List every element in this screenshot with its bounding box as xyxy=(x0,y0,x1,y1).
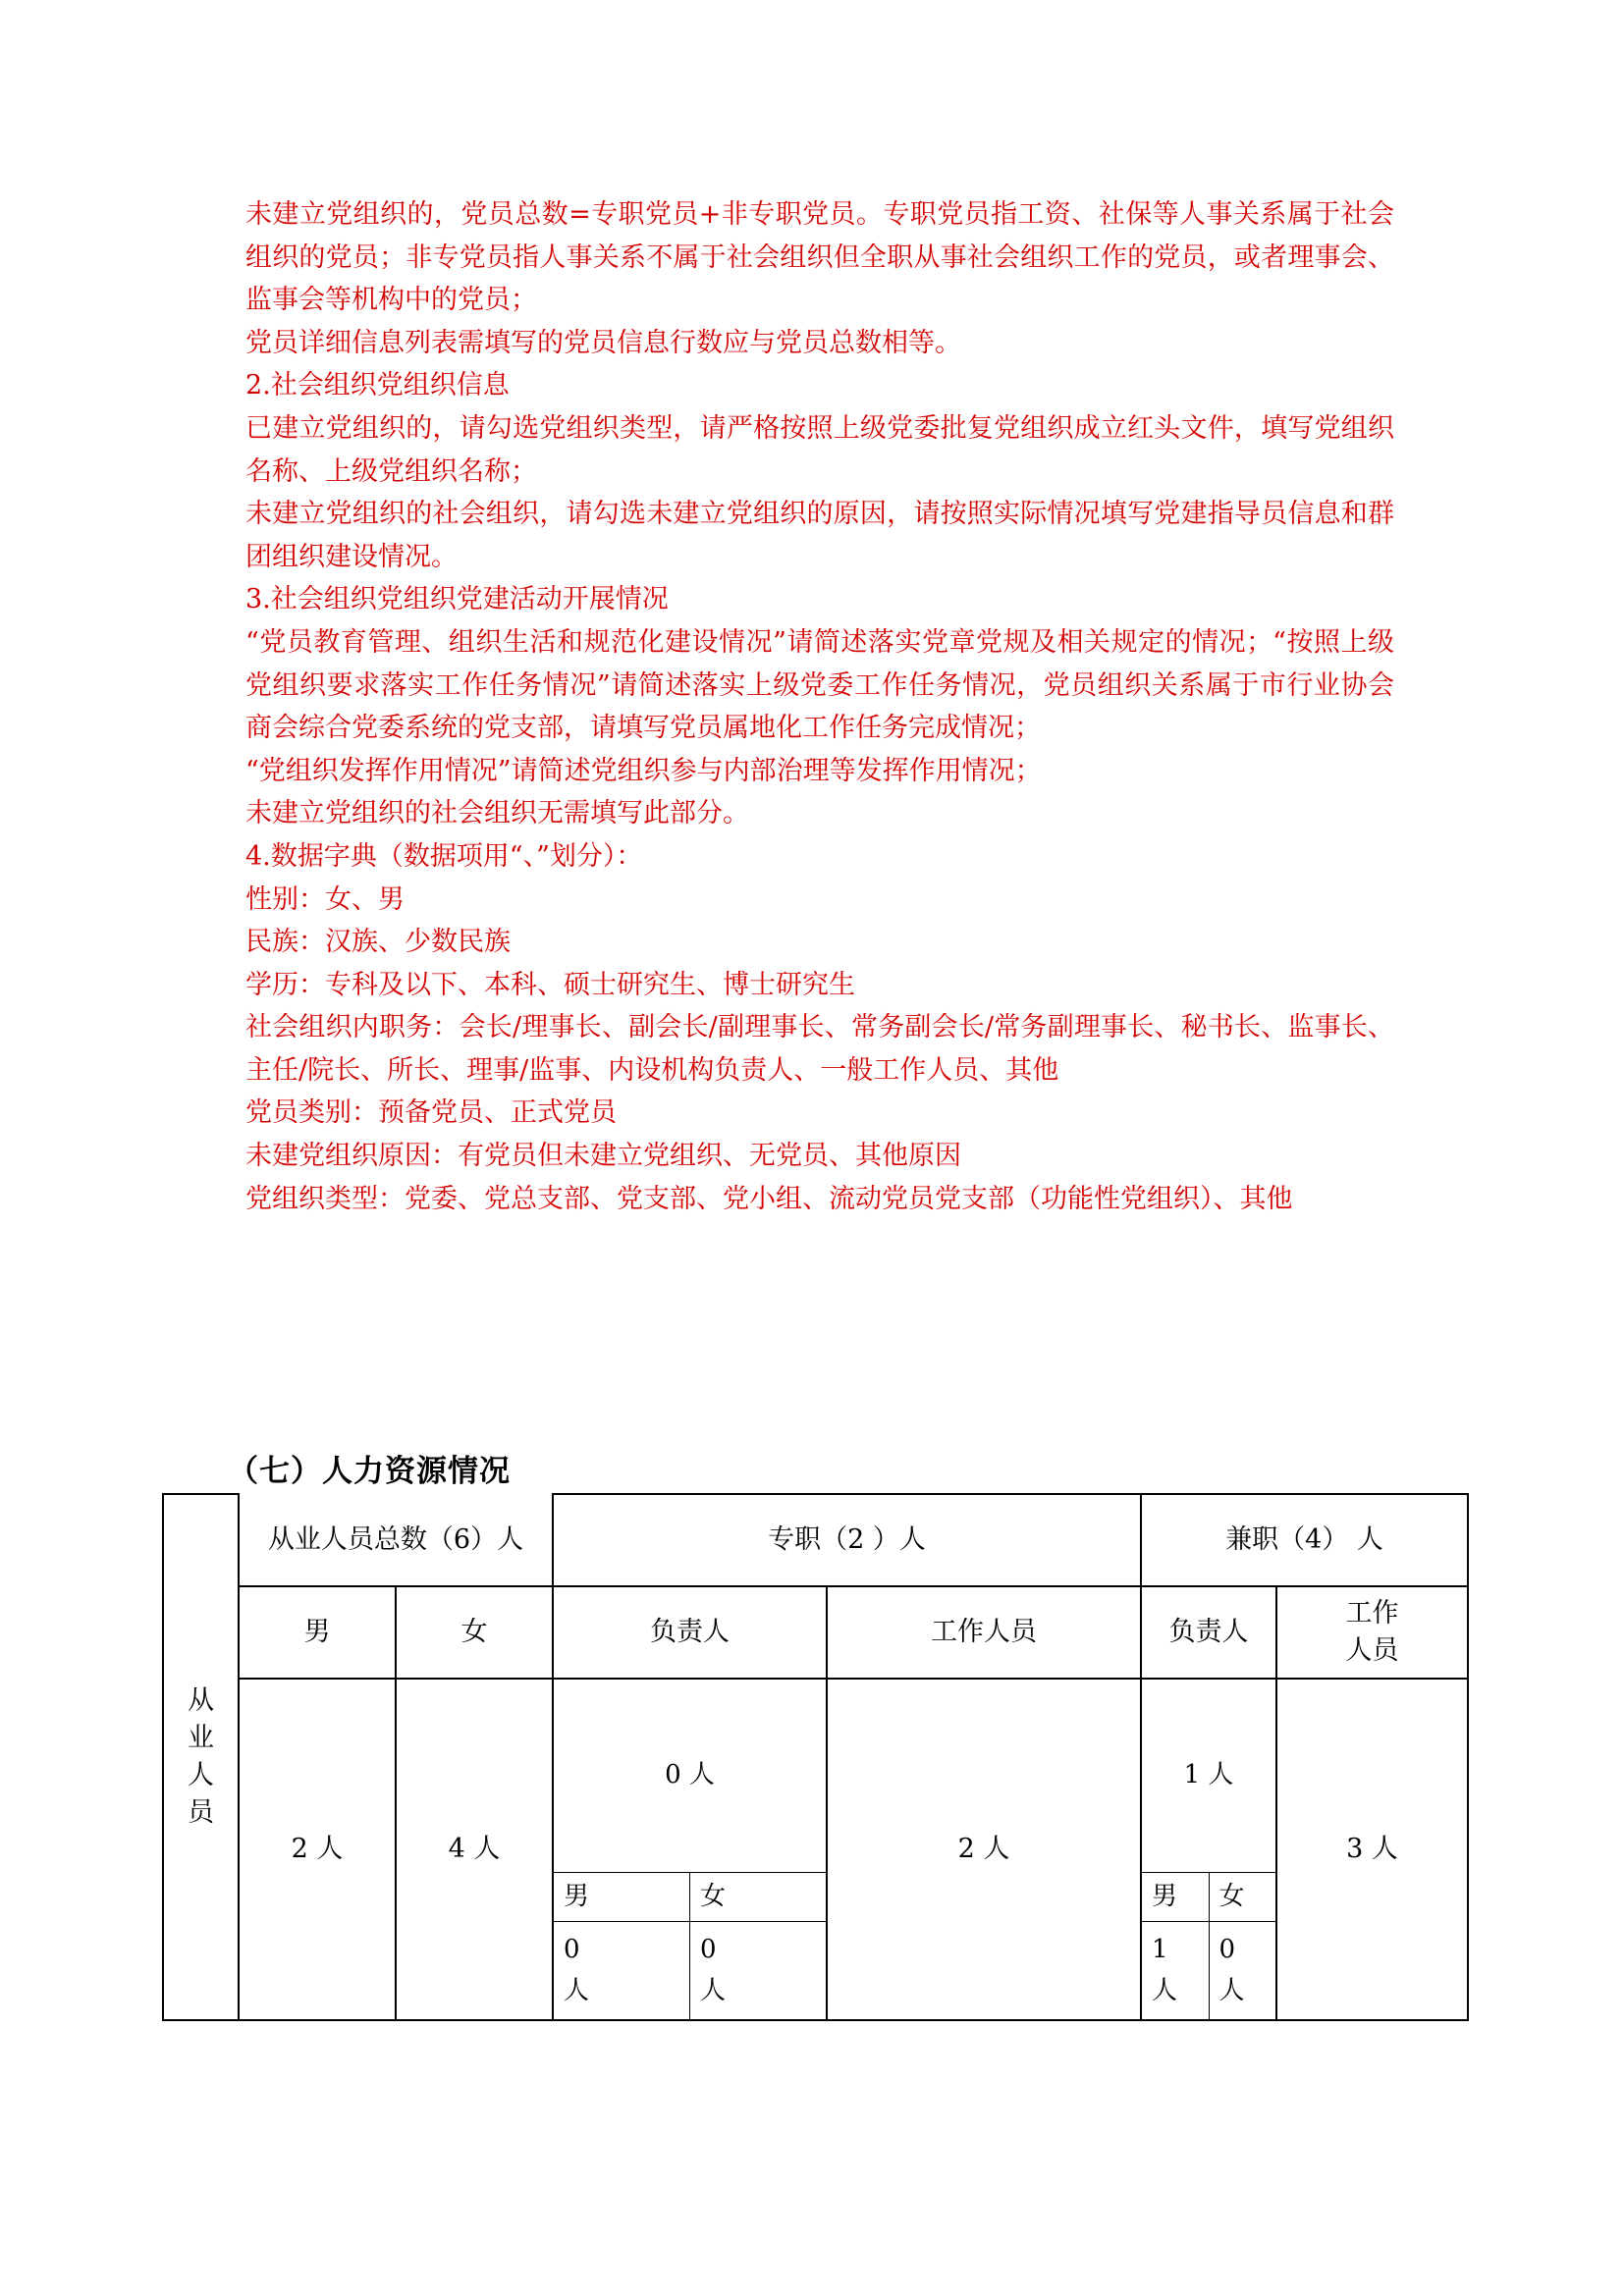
ft-leader-female-value: 0 xyxy=(700,1935,717,1965)
ft-leader-male-count xyxy=(554,1921,690,2019)
note-paragraph: 未建立党组织的社会组织，请勾选未建立党组织的原因，请按照实际情况填写党建指导员信息和群团组织建设情况。 xyxy=(245,499,1394,572)
dict-ethnicity: 民族：汉族、少数民族 xyxy=(245,927,511,958)
pt-leader-header: 负责人 xyxy=(1141,1586,1276,1679)
side-label-cell xyxy=(163,1494,239,2020)
note-paragraph: “党员教育管理、组织生活和规范化建设情况”请简述落实党章党规及相关规定的情况；“按照上级党组织要求落实工作任务情况”请简述落实上级党委工作任务情况，党员组织关系属于市行业协会商会综合党委系统的党支部，请填写党员属地化工作任务完成情况； xyxy=(245,626,1394,744)
ft-staff-count: 2 人 xyxy=(827,1679,1141,2020)
ft-leader-count: 0 人 xyxy=(554,1680,826,1872)
pt-leader-female-count xyxy=(1209,1921,1275,2019)
ft-leader-header: 负责人 xyxy=(553,1586,827,1679)
note-paragraph: 党员详细信息列表需填写的党员信息行数应与党员总数相等。 xyxy=(245,327,961,358)
note-heading: 2.社会组织党组织信息 xyxy=(245,370,510,401)
pt-staff-header-text: 工作人员 xyxy=(1345,1598,1399,1666)
ft-leader-female-label: 女 xyxy=(690,1872,827,1921)
pt-staff-count: 3 人 xyxy=(1276,1679,1468,2020)
ft-leader-male-value: 0 xyxy=(564,1935,580,1965)
note-heading: 4.数据字典（数据项用“、”划分）： xyxy=(245,840,643,872)
fulltime-header: 专职（2 ）人 xyxy=(553,1494,1141,1586)
female-count: 4 人 xyxy=(396,1679,553,2020)
note-heading: 3.社会组织党组织党建活动开展情况 xyxy=(245,584,669,615)
side-label: 从业人员 xyxy=(188,1685,214,1828)
dict-gender: 性别：女、男 xyxy=(245,883,405,915)
note-paragraph: 已建立党组织的，请勾选党组织类型，请严格按照上级党委批复党组织成立红头文件，填写党组织名称、上级党组织名称； xyxy=(245,412,1394,487)
female-header: 女 xyxy=(396,1586,553,1679)
pt-staff-header xyxy=(1276,1586,1468,1679)
ft-leader-female-count xyxy=(690,1921,827,2019)
pt-leader-female-label: 女 xyxy=(1209,1872,1275,1921)
note-paragraph: 未建立党组织的社会组织无需填写此部分。 xyxy=(245,798,749,829)
ft-staff-header: 工作人员 xyxy=(827,1586,1141,1679)
male-header: 男 xyxy=(239,1586,396,1679)
parttime-header: 兼职（4） 人 xyxy=(1141,1494,1468,1586)
dict-member-type: 党员类别：预备党员、正式党员 xyxy=(245,1097,617,1129)
dict-education: 学历：专科及以下、本科、硕士研究生、博士研究生 xyxy=(245,969,855,1000)
pt-leader-male-label: 男 xyxy=(1142,1872,1209,1921)
section-title: （七）人力资源情况 xyxy=(228,1454,511,1489)
unit-label: 人 xyxy=(700,1976,727,2006)
total-header xyxy=(239,1494,553,1586)
pt-leader-block xyxy=(1141,1679,1276,2020)
unit-label: 人 xyxy=(1152,1976,1178,2006)
pt-leader-female-value: 0 xyxy=(1218,1935,1236,1965)
dict-no-org-reason: 未建党组织原因：有党员但未建立党组织、无党员、其他原因 xyxy=(245,1141,961,1172)
dict-position: 社会组织内职务：会长/理事长、副会长/副理事长、常务副会长/常务副理事长、秘书长、监事长、主任/院长、所长、理事/监事、内设机构负责人、一般工作人员、其他 xyxy=(245,1012,1394,1086)
pt-leader-male-count xyxy=(1142,1921,1209,2019)
ft-leader-block xyxy=(553,1679,827,2020)
pt-leader-male-value: 1 xyxy=(1152,1935,1168,1965)
hr-table xyxy=(162,1493,1469,2021)
pt-leader-count: 1 人 xyxy=(1142,1680,1275,1872)
total-header-text: 从业人员总数（6）人 xyxy=(267,1523,524,1555)
note-paragraph: “党组织发挥作用情况”请简述党组织参与内部治理等发挥作用情况； xyxy=(245,755,1042,786)
instruction-notes xyxy=(245,193,1394,1220)
unit-label: 人 xyxy=(564,1976,590,2006)
note-paragraph: 未建立党组织的，党员总数=专职党员+非专职党员。专职党员指工资、社保等人事关系属于社会组织的党员；非专党员指人事关系不属于社会组织但全职从事社会组织工作的党员，或者理事会、监事会等机构中的党员； xyxy=(245,199,1394,316)
unit-label: 人 xyxy=(1218,1976,1245,2006)
male-count: 2 人 xyxy=(239,1679,396,2020)
ft-leader-male-label: 男 xyxy=(554,1872,690,1921)
dict-org-type: 党组织类型：党委、党总支部、党支部、党小组、流动党员党支部（功能性党组织）、其他 xyxy=(245,1183,1293,1214)
